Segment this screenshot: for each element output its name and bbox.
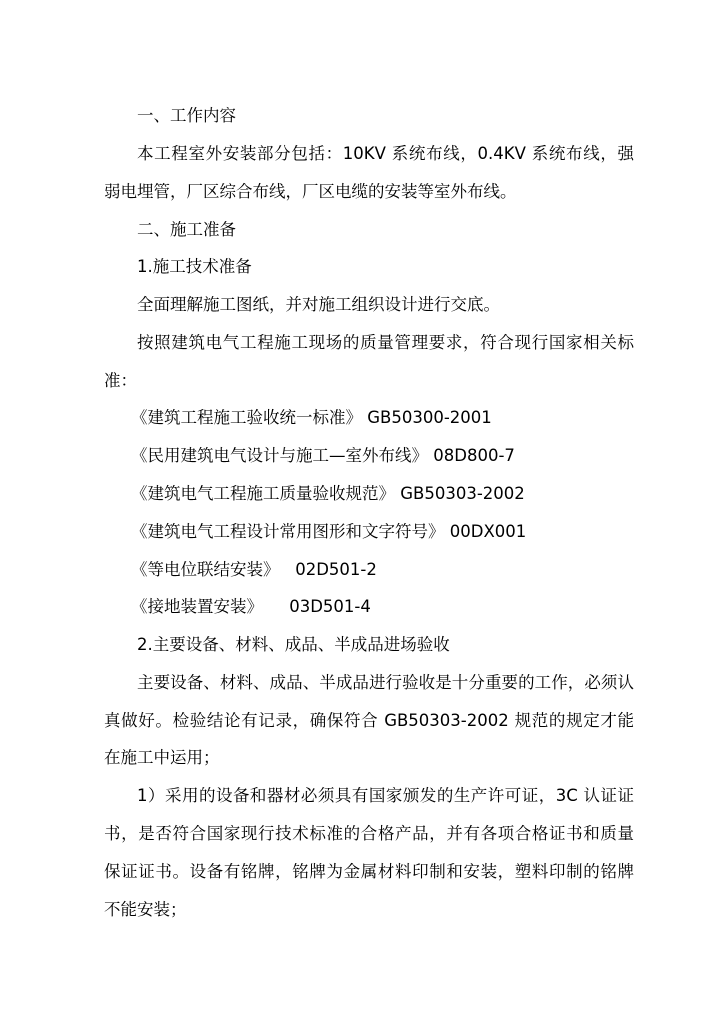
subsection-heading-material-acceptance: 2.主要设备、材料、成品、半成品进场验收 [137, 635, 450, 654]
section-heading-work-content: 一、工作内容 [137, 106, 236, 125]
standard-reference: 《建筑电气工程设计常用图形和文字符号》 00DX001 [131, 522, 527, 541]
standard-reference: 《民用建筑电气设计与施工—室外布线》 08D800-7 [131, 446, 515, 465]
paragraph-line: 1）采用的设备和器材必须具有国家颁发的生产许可证，3C 认证证 [137, 786, 634, 805]
paragraph-line: 真做好。检验结论有记录，确保符合 GB50303-2002 规范的规定才能 [104, 711, 634, 730]
paragraph-line: 保证证书。设备有铭牌，铭牌为金属材料印制和安装，塑料印制的铭牌 [104, 862, 634, 881]
paragraph-line: 主要设备、材料、成品、半成品进行验收是十分重要的工作，必须认 [137, 673, 634, 692]
paragraph-line: 弱电埋管，厂区综合布线，厂区电缆的安装等室外布线。 [104, 182, 517, 201]
paragraph-line: 准： [104, 371, 137, 390]
paragraph-line: 在施工中运用； [104, 748, 220, 767]
standard-reference: 《等电位联结安装》 02D501-2 [131, 560, 377, 579]
paragraph-line: 本工程室外安装部分包括：10KV 系统布线，0.4KV 系统布线，强 [137, 144, 634, 163]
paragraph-line: 按照建筑电气工程施工现场的质量管理要求，符合现行国家相关标 [137, 333, 634, 352]
standard-reference: 《建筑电气工程施工质量验收规范》 GB50303-2002 [131, 484, 525, 503]
section-heading-preparation: 二、施工准备 [137, 220, 236, 239]
standard-reference: 《建筑工程施工验收统一标准》 GB50300-2001 [131, 408, 492, 427]
subsection-heading-technical-preparation: 1.施工技术准备 [137, 257, 252, 276]
paragraph-line: 书，是否符合国家现行技术标准的合格产品，并有各项合格证书和质量 [104, 824, 634, 843]
paragraph-line: 不能安装； [104, 900, 187, 919]
paragraph-line: 全面理解施工图纸，并对施工组织设计进行交底。 [137, 295, 500, 314]
standard-reference: 《接地装置安装》 03D501-4 [131, 597, 371, 616]
